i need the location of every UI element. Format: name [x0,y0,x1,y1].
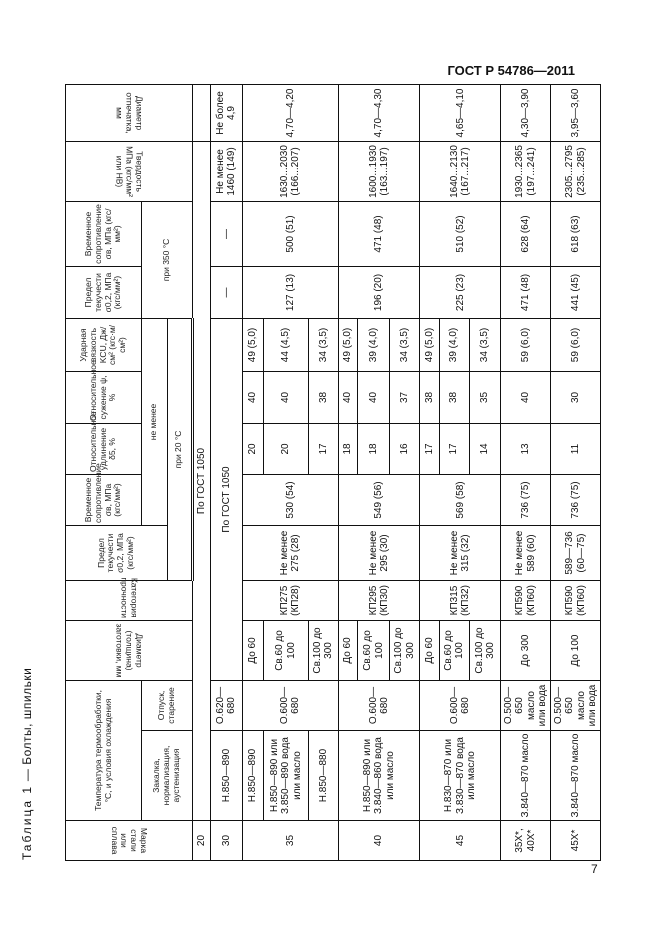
cell-gost-ref-30: По ГОСТ 1050 [211,318,242,680]
cell-diam-40-2: Св.60 до 100 [358,620,389,680]
cell-hardness-35x: 1930...2365 (197...241) [501,141,551,201]
header-yield-20: Предел текучести σ0,2, МПа (кгс/мм²) [66,525,168,580]
header-temp-group: Температура термообработки, °С, и условия охлаждения [66,680,142,820]
cell-category-40: КП295 (КП30) [339,580,420,620]
rotated-table-container [65,88,601,861]
cell-reduct-35-1: 40 [242,371,263,423]
cell-tensile350-30: — [211,201,242,266]
header-grade: Марка стали или сплава [66,821,193,861]
header-diameter: Диаметр (толщина) заготовки, мм [66,620,193,680]
cell-hardness-45x: 2305...2795 (235...285) [551,141,601,201]
header-impact: Ударная вязкость KCU, Дж/см² (кгс·м/см²) [66,318,142,371]
cell-yield20-35: Не менее 275 (28) [242,525,338,580]
cell-reduct-40-3: 37 [389,371,419,423]
cell-impact-40-1: 49 (5,0) [339,318,358,371]
cell-reduct-35-3: 38 [308,371,338,423]
cell-impact-35-3: 34 (3,5) [308,318,338,371]
cell-grade-20: 20 [192,821,210,861]
cell-elong-40-2: 18 [358,423,389,474]
cell-reduct-40-1: 40 [339,371,358,423]
cell-impact-35x: 59 (6,0) [501,318,551,371]
cell-temper-30: О.620—680 [211,680,242,730]
header-at-350: при 350 °С [142,201,193,318]
cell-yield20-40: Не менее 295 (30) [339,525,420,580]
cell-impact-45-1: 49 (5,0) [420,318,439,371]
cell-elong-35-2: 20 [263,423,308,474]
header-not-less: не менее [142,318,167,525]
cell-diam-45-2: Св.60 до 100 [439,620,469,680]
cell-reduct-35-2: 40 [263,371,308,423]
cell-indent-30: Не более 4,9 [211,84,242,141]
cell-elong-40-3: 16 [389,423,419,474]
cell-diam-40-1: До 60 [339,620,358,680]
cell-quench-35x: З.840—870 масло [501,731,551,821]
cell-temper-40: О.600—680 [339,680,420,730]
cell-category-35x: КП590 (КП60) [501,580,551,620]
cell-tensile350-40: 471 (48) [339,201,420,266]
cell-temper-45: О.600—680 [420,680,501,730]
cell-yield350-35x: 471 (48) [501,266,551,318]
cell-tensile20-35: 530 (54) [242,474,338,525]
caption-prefix: Таблица 1 [20,784,34,860]
cell-impact-40-3: 34 (3,5) [389,318,419,371]
header-elongation: Относительное удлинение δ5, % [66,423,142,474]
cell-elong-35x: 13 [501,423,551,474]
cell-quench-30: Н.850—890 [211,731,242,821]
document-code: ГОСТ Р 54786—2011 [447,63,575,78]
header-yield-350: Предел текучести σ0,2, МПа (кгс/мм²) [66,266,142,318]
cell-diam-35x: До 300 [501,620,551,680]
cell-temper-35: О.600—680 [242,680,338,730]
cell-hardness-35: 1630...2030 (166...207) [242,141,338,201]
header-quench: Закалка, нормализация, аустенизация [142,731,193,821]
header-hardness: Твердость МПа (кгс/мм² или НВ) [66,141,193,201]
cell-yield350-45: 225 (23) [420,266,501,318]
cell-diam-45-1: До 60 [420,620,439,680]
cell-quench-35-1: Н.850—890 [242,731,263,821]
cell-quench-35-2: Н.850—890 или З.850—890 вода или масло [263,731,308,821]
header-at-20: при 20 °С [167,318,192,580]
cell-diam-45x: До 100 [551,620,601,680]
cell-grade-45: 45 [420,821,501,861]
cell-elong-35-1: 20 [242,423,263,474]
table-caption [20,668,34,860]
header-reduction: Относительное сужение ψ, % [66,371,142,423]
cell-tensile350-35x: 628 (64) [501,201,551,266]
cell-impact-45-3: 34 (3,5) [469,318,500,371]
cell-category-45x: КП590 (КП60) [551,580,601,620]
cell-diam-35-3: Св.100 до 300 [308,620,338,680]
cell-reduct-35x: 40 [501,371,551,423]
cell-elong-45-1: 17 [420,423,439,474]
cell-reduct-45-3: 35 [469,371,500,423]
cell-reduct-40-2: 40 [358,371,389,423]
cell-yield350-35: 127 (13) [242,266,338,318]
cell-reduct-45x: 30 [551,371,601,423]
cell-category-35: КП275 (КП28) [242,580,338,620]
cell-grade-35: 35 [242,821,338,861]
cell-impact-40-2: 39 (4,0) [358,318,389,371]
cell-tensile20-40: 549 (56) [339,474,420,525]
cell-tensile20-35x: 736 (75) [501,474,551,525]
cell-quench-45x: З.840—870 масло [551,731,601,821]
cell-yield20-45: Не менее 315 (32) [420,525,501,580]
header-temper: Отпуск, старение [142,680,193,730]
cell-impact-35-1: 49 (5,0) [242,318,263,371]
cell-diam-40-3: Св.100 до 300 [389,620,419,680]
header-tensile-20: Временное сопротивление σв, МПа (кгс/мм²) [66,474,142,525]
header-tensile-350: Временное сопротивление σв, МПа (кгс/мм²) [66,201,142,266]
cell-hardness-45: 1640...2130 (167...217) [420,141,501,201]
cell-temper-35x: О.500—650 масло или вода [501,680,551,730]
cell-quench-35-3: Н.850—880 [308,731,338,821]
cell-reduct-45-1: 38 [420,371,439,423]
cell-diam-45-3: Св.100 до 300 [469,620,500,680]
cell-tensile350-45: 510 (52) [420,201,501,266]
cell-hardness-30: Не менее 1460 (149) [211,141,242,201]
cell-yield350-45x: 441 (45) [551,266,601,318]
cell-tensile350-35: 500 (51) [242,201,338,266]
cell-yield20-45x: 589—736 (60—75) [551,525,601,580]
cell-grade-30: 30 [211,821,242,861]
cell-indent-40: 4,70—4,30 [339,84,420,141]
cell-elong-45-2: 17 [439,423,469,474]
caption-title: — Болты, шпильки [20,667,34,785]
cell-elong-40-1: 18 [339,423,358,474]
cell-grade-35x: 35Х*, 40Х* [501,821,551,861]
cell-diam-35-2: Св.60 до 100 [263,620,308,680]
cell-grade-40: 40 [339,821,420,861]
page-number: 7 [591,862,598,876]
cell-yield20-35x: Не менее 589 (60) [501,525,551,580]
cell-indent-35: 4,70—4,20 [242,84,338,141]
properties-table [65,84,601,861]
cell-indent-45x: 3,95—3,60 [551,84,601,141]
cell-impact-35-2: 44 (4,5) [263,318,308,371]
cell-yield350-40: 196 (20) [339,266,420,318]
cell-gost-ref-20b [192,84,210,141]
cell-elong-45x: 11 [551,423,601,474]
cell-elong-35-3: 17 [308,423,338,474]
cell-tensile20-45: 569 (58) [420,474,501,525]
cell-grade-45x: 45Х* [551,821,601,861]
cell-indent-35x: 4,30—3,90 [501,84,551,141]
cell-category-45: КП315 (КП32) [420,580,501,620]
cell-elong-45-3: 14 [469,423,500,474]
cell-reduct-45-2: 38 [439,371,469,423]
cell-yield350-30: — [211,266,242,318]
cell-diam-35-1: До 60 [242,620,263,680]
header-indent: Диаметр отпечатка, мм [66,84,193,141]
header-category: Категория прочности [66,580,193,620]
cell-indent-45: 4,65—4,10 [420,84,501,141]
cell-tensile20-45x: 736 (75) [551,474,601,525]
cell-quench-40: Н.850—890 или З.840—860 вода или масло [339,731,420,821]
cell-hardness-40: 1600...1930 (163...197) [339,141,420,201]
cell-tensile350-45x: 618 (63) [551,201,601,266]
cell-gost-ref-20: По ГОСТ 1050 [192,141,210,820]
cell-quench-45: Н.830—870 или З.830—870 вода или масло [420,731,501,821]
cell-temper-45x: О.500—650 масло или вода [551,680,601,730]
cell-impact-45-2: 39 (4,0) [439,318,469,371]
cell-impact-45x: 59 (6,0) [551,318,601,371]
